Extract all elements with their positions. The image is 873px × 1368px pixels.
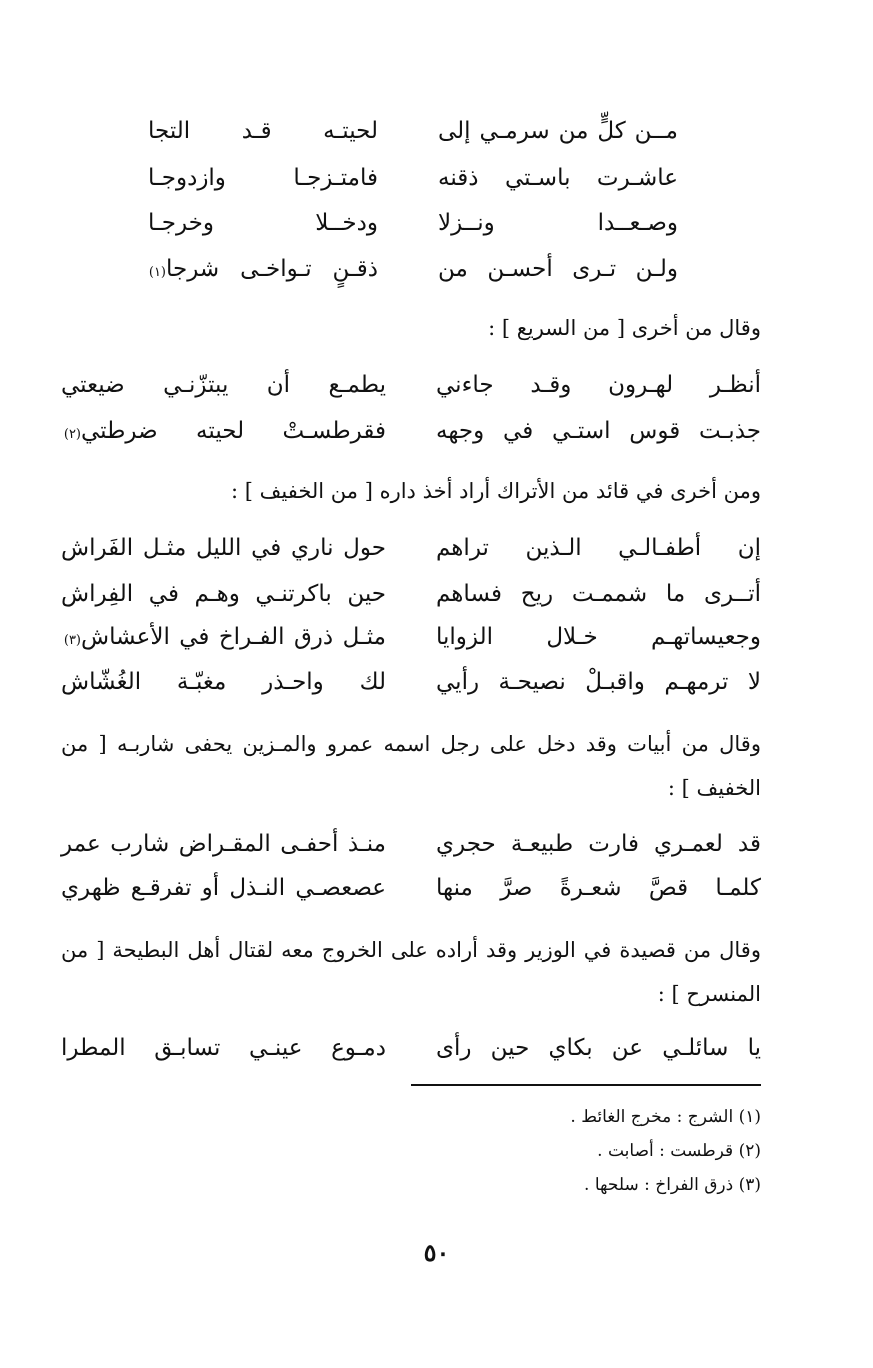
- verse-second-hemistich: مثـل ذرق الفـراخ في الأعشاش: [81, 624, 386, 650]
- footnote: (٢) قرطست : أصابت .: [597, 1141, 761, 1161]
- poem-intro: وقال من أبيات وقد دخل على رجل اسمه عمرو والمـزين يحفى شاربـه [ من الخفيف ] :: [61, 732, 761, 800]
- verse-second-hemistich: فامتـزجـا وازدوجـا: [148, 165, 378, 191]
- verse-first-hemistich: ولـن تـرى أحسـن من: [438, 256, 678, 282]
- verse-second-hemistich: ذقـنٍ تـواخـى شرجا: [166, 256, 378, 282]
- verse-second-hemistich-wrap: فقرطسـتْ لحيته ضرطتي (٢): [63, 418, 386, 444]
- verse-second-hemistich: يطمـع أن يبتزّنـي ضيعتي: [61, 372, 386, 398]
- verse-line: [61, 873, 761, 903]
- verse-first-hemistich: قد لعمـري فارت طبيعـة حجري: [436, 831, 761, 857]
- verse-line: [61, 579, 761, 609]
- verse-second-hemistich: لحيتـه قـد التجا: [148, 118, 378, 144]
- verse-line: [61, 370, 761, 400]
- verse-line: [61, 667, 761, 697]
- verse-first-hemistich: وجعيساتهـم خـلال الزوايا: [436, 624, 761, 650]
- verse-first-hemistich: أتــرى ما شممـت ريح فساهم: [436, 581, 761, 607]
- verse-second-hemistich: حين باكرتنـي وهـم في الفِراش: [61, 581, 386, 607]
- page-number: ٥٠: [423, 1238, 450, 1267]
- verse-second-hemistich: ودخــلا وخرجـا: [148, 210, 378, 236]
- poem-intro: ومن أخرى في قائد من الأتراك أراد أخذ داره [ من الخفيف ] :: [231, 479, 761, 503]
- verse-second-hemistich-wrap: ذقـنٍ تـواخـى شرجا (١): [148, 256, 378, 282]
- verse-first-hemistich: يا سائلـي عن بكاي حين رأى: [436, 1035, 761, 1061]
- verse-line: [61, 416, 761, 446]
- verse-first-hemistich: عاشـرت باسـتي ذقنه: [438, 165, 678, 191]
- verse-line: [61, 1033, 761, 1063]
- verse-second-hemistich: عصعصـي النـذل أو تفرقـع ظهري: [61, 875, 386, 901]
- verse-first-hemistich: لا ترمهـم واقبـلْ نصيحـة رأيي: [436, 669, 761, 695]
- verse-second-hemistich: منـذ أحفـى المقـراض شارب عمر: [61, 831, 386, 857]
- verse-line: [61, 622, 761, 652]
- verse-line: [148, 163, 678, 193]
- verse-first-hemistich: أنظـر لهـرون وقـد جاءني: [436, 372, 761, 398]
- poem-intro: وقال من أخرى [ من السريع ] :: [488, 316, 761, 340]
- verse-line: [61, 829, 761, 859]
- footnote-separator: [411, 1084, 761, 1086]
- verse-first-hemistich: وصـعــدا ونــزلا: [438, 210, 678, 236]
- verse-first-hemistich: مــن كلٍّ من سرمـي إلى: [438, 118, 678, 144]
- footnotes: [361, 1100, 761, 1202]
- verse-second-hemistich: فقرطسـتْ لحيته ضرطتي: [81, 418, 386, 444]
- footnote: (٣) ذرق الفراخ : سلحها .: [584, 1175, 761, 1195]
- footnote: (١) الشرج : مخرج الغائط .: [570, 1107, 761, 1127]
- verse-line: [148, 254, 678, 284]
- verse-second-hemistich: حول ناري في الليل مثـل الفَراش: [61, 535, 386, 561]
- verse-second-hemistich: لك واحـذر مغبّـة الغُشّاش: [61, 669, 386, 695]
- verse-second-hemistich: دمـوع عينـي تسابـق المطرا: [61, 1035, 386, 1061]
- verse-second-hemistich-wrap: مثـل ذرق الفـراخ في الأعشاش (٣): [63, 624, 386, 650]
- poem-intro: وقال من قصيدة في الوزير وقد أراده على الخروج معه لقتال أهل البطيحة [ من المنسرح ] :: [61, 938, 761, 1006]
- verse-first-hemistich: إن أطفـالـي الـذين تراهم: [436, 535, 761, 561]
- verse-first-hemistich: كلمـا قصَّ شعـرةً صرَّ منها: [436, 875, 761, 901]
- verse-line: [148, 208, 678, 238]
- verse-first-hemistich: جذبـت قوس استـي في وجهه: [436, 418, 761, 444]
- verse-line: [61, 533, 761, 563]
- verse-line: [148, 116, 678, 146]
